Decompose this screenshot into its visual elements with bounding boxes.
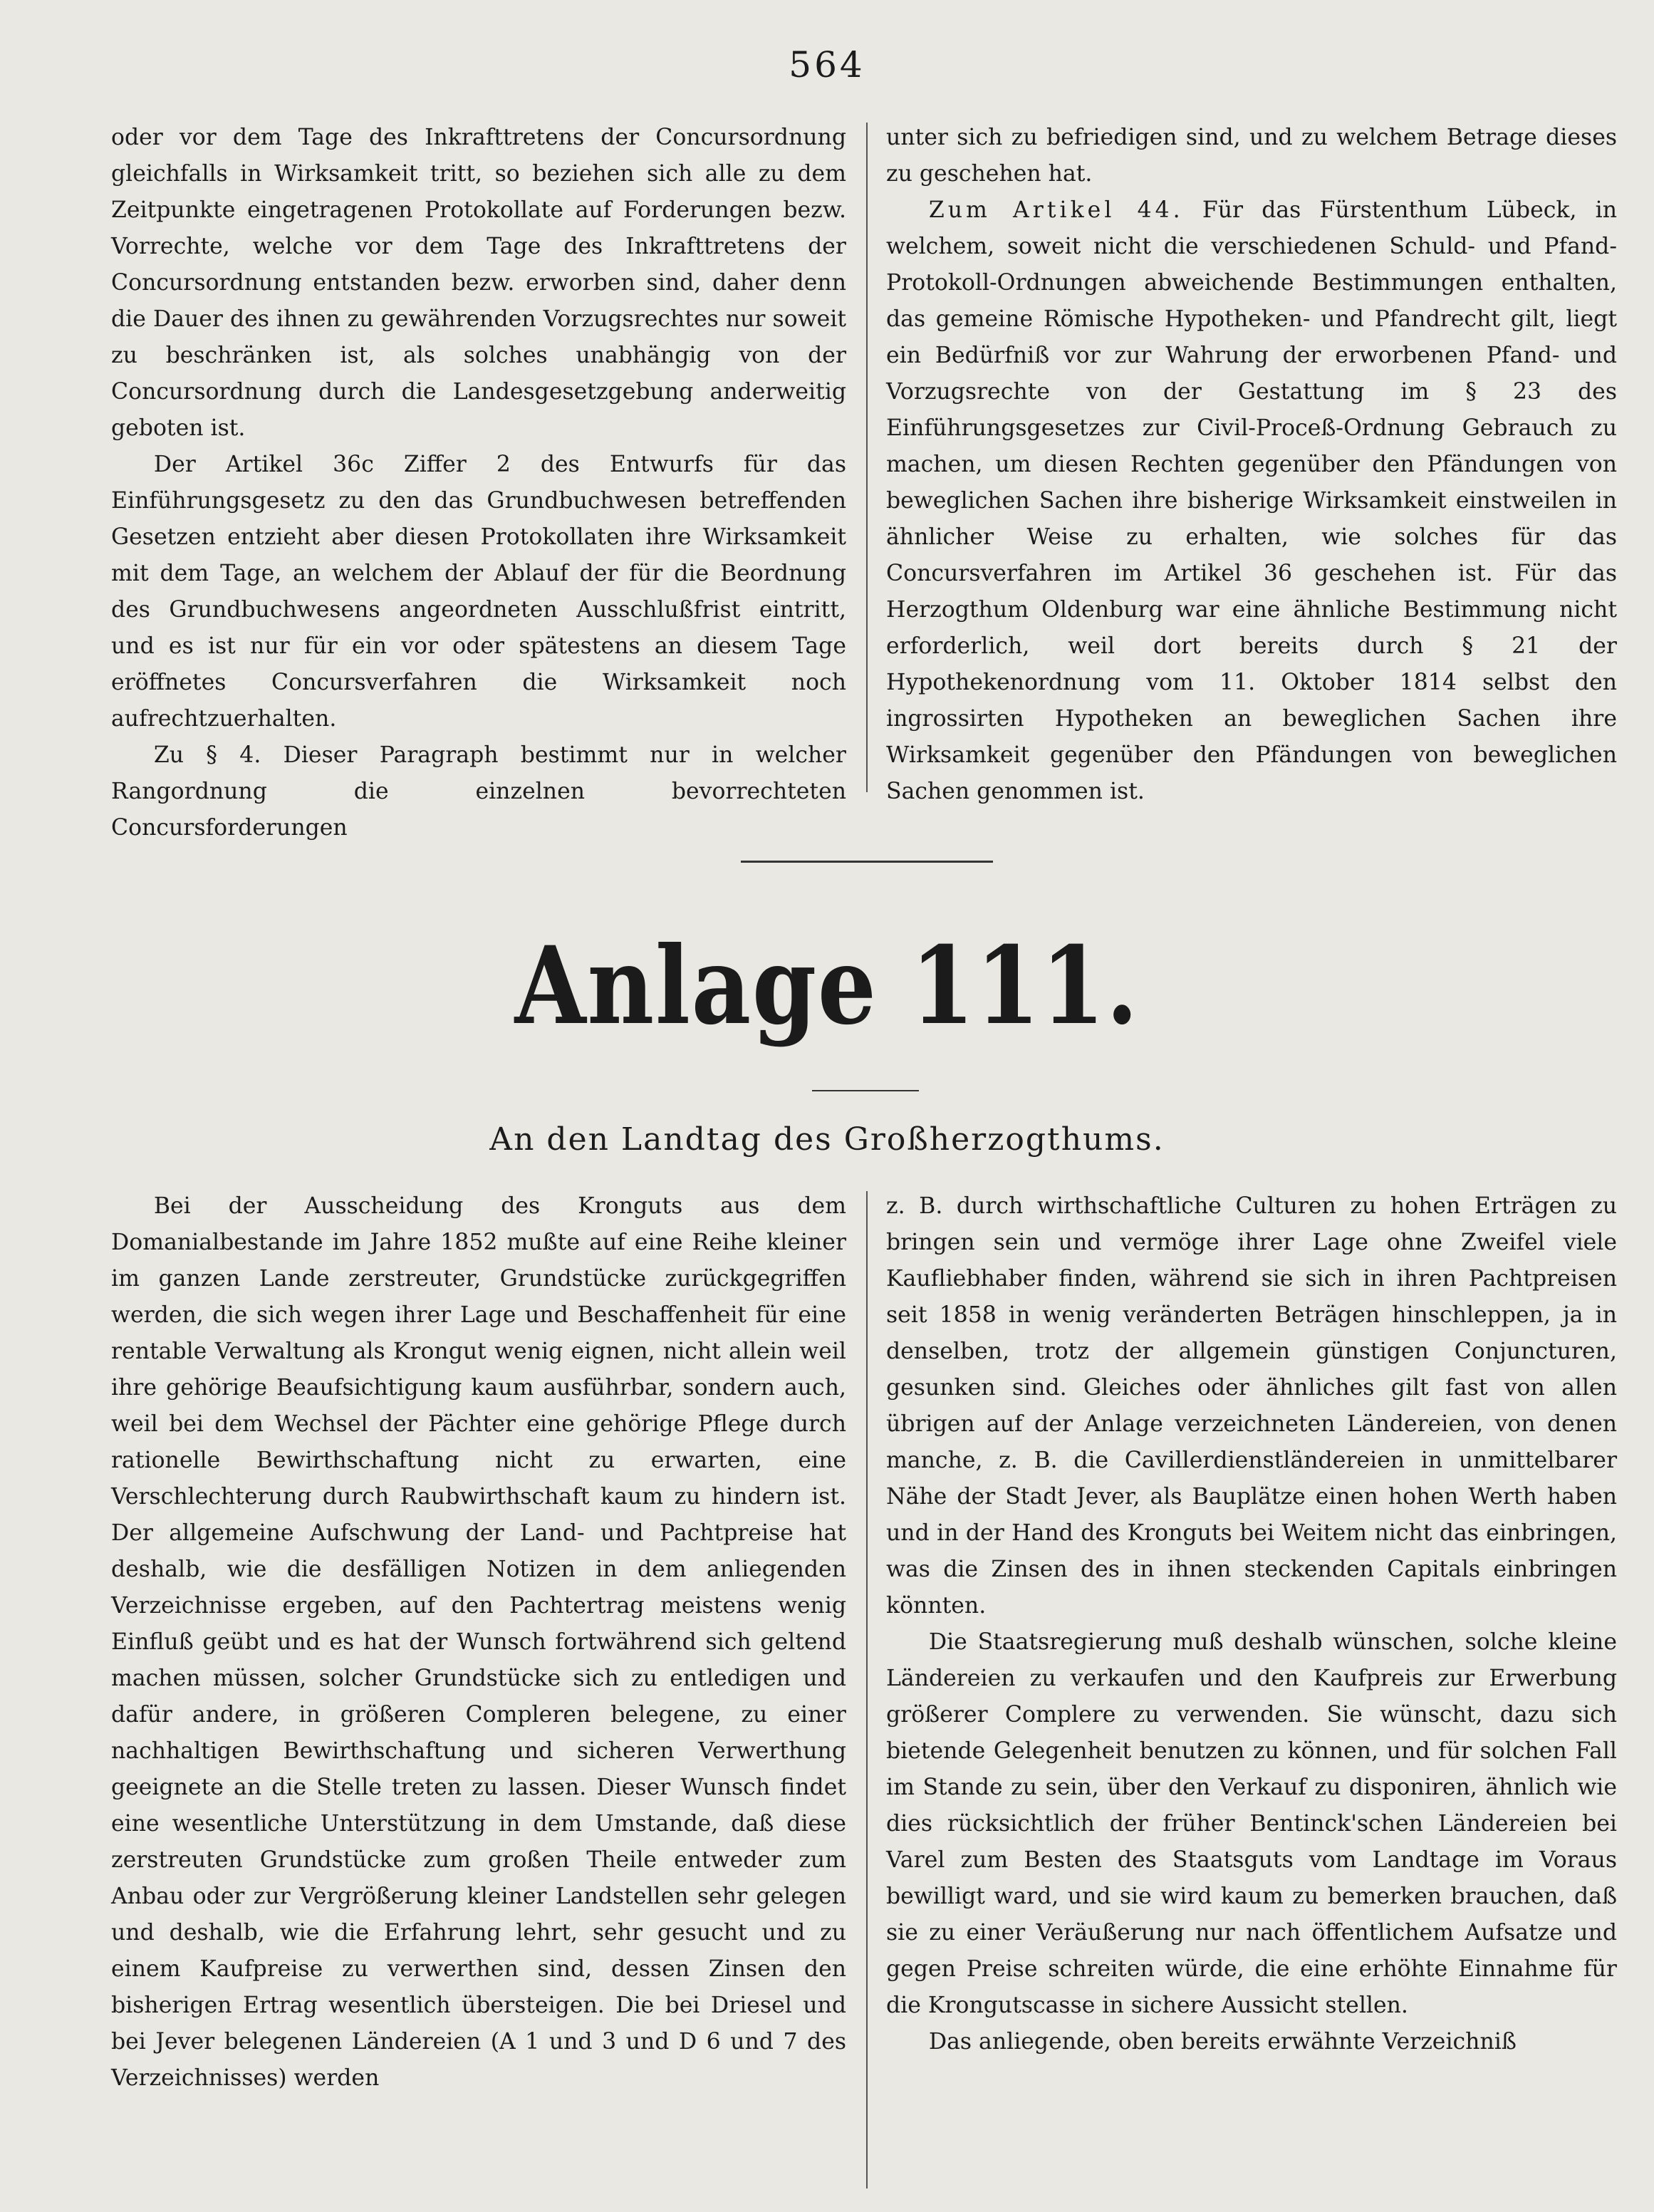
address-heading: An den Landtag des Großherzogthums. <box>489 1121 1165 1158</box>
paragraph: unter sich zu befriedigen sind, und zu welchem Betrage dieses zu geschehen hat. <box>886 125 1617 187</box>
paragraph: Bei der Ausscheidung des Kronguts aus dem Domanialbestande im Jahre 1852 mußte auf eine Reihe kleiner im ganzen Lande zerstreuter, Grundstücke zurückgegriffen werden, die sich wegen ihrer Lage und Beschaffenheit für eine rentable Verwaltung als Krongut wenig eignen, nicht allein weil ihre gehörige Beaufsichtigung kaum ausführbar, sondern auch, weil bei dem Wechsel der Pächter eine gehörige Pflege durch rationelle Bewirthschaftung nicht zu erwarten, eine Verschlechterung durch Raubwirthschaft kaum zu hindern ist. Der allgemeine Aufschwung der Land- und Pachtpreise hat deshalb, wie die desfälligen Notizen in dem anliegenden Verzeichnisse ergeben, auf den Pachtertrag meistens wenig Einfluß geübt und es hat der Wunsch fortwährend sich geltend machen müssen, solcher Grundstücke sich zu entledigen und dafür andere, in größeren Compleren belegene, zu einer nachhaltigen Bewirthschaftung und sicheren Verwerthung geeignete an die Stelle treten zu lassen. Dieser Wunsch findet eine wesentliche Unterstützung in dem Umstande, daß diese zerstreuten Grundstücke zum großen Theile entweder zum Anbau oder zur Vergrößerung kleiner Landstellen sehr gelegen und deshalb, wie die Erfahrung lehrt, sehr gesucht und zu einem Kaufpreise zu verwerthen sind, dessen Zinsen den bisherigen Ertrag wesentlich übersteigen. Die bei Driesel und bei Jever belegenen Ländereien (A 1 und 3 und D 6 und 7 des Verzeichnisses) werden <box>111 1193 846 2091</box>
paragraph: oder vor dem Tage des Inkrafttretens der Concursordnung gleichfalls in Wirksamkeit tritt, so beziehen sich alle zu dem Zeitpunkte eingetragenen Protokollate auf Forderungen bezw. Vorrechte, welche vor dem Tage des Inkrafttretens der Concursordnung entstanden bezw. erworben sind, daher denn die Dauer des ihnen zu gewährenden Vorzugsrechtes nur soweit zu beschränken ist, als solches unabhängig von der Concursordnung durch die Landesgesetzgebung anderweitig geboten ist. <box>111 125 846 441</box>
section-divider-rule <box>741 861 993 863</box>
bottom-left-column <box>111 1188 846 2097</box>
article-heading: Zum Artikel 44. <box>928 197 1184 223</box>
paragraph: Das anliegende, oben bereits erwähnte Verzeichniß <box>928 2029 1517 2055</box>
paragraph: Zu § 4. Dieser Paragraph bestimmt nur in welcher Rangordnung die einzelnen bevorrechteten Concursforderungen <box>111 742 846 841</box>
title-rule <box>812 1090 919 1091</box>
top-left-column <box>111 120 846 846</box>
column-divider <box>866 123 868 792</box>
paragraph: Die Staatsregierung muß deshalb wünschen, solche kleine Ländereien zu verkaufen und den Kaufpreis zur Erwerbung größerer Complere zu verwenden. Sie wünscht, dazu sich bietende Gelegenheit benutzen zu können, und für solchen Fall im Stande zu sein, über den Verkauf zu disponiren, ähnlich wie dies rücksichtlich der früher Bentinck'schen Ländereien bei Varel zum Besten des Staatsguts vom Landtage im Voraus bewilligt ward, und sie wird kaum zu bemerken brauchen, daß sie zu einer Veräußerung nur nach öffentlichem Aufsatze und gegen Preise schreiten würde, die eine erhöhte Einnahme für die Krongutscasse in sichere Aussicht stellen. <box>886 1629 1617 2018</box>
paragraph: Der Artikel 36c Ziffer 2 des Entwurfs für das Einführungsgesetz zu den das Grundbuchwesen betreffenden Gesetzen entzieht aber diesen Protokollaten ihre Wirksamkeit mit dem Tage, an welchem der Ablauf der für die Beordnung des Grundbuchwesens angeordneten Ausschlußfrist eintritt, und es ist nur für ein vor oder spätestens an diesem Tage eröffnetes Concursverfahren die Wirksamkeit noch aufrechtzuerhalten. <box>111 452 846 732</box>
top-right-column <box>886 120 1617 810</box>
article-paragraph <box>886 192 1617 810</box>
article-text: Für das Fürstenthum Lübeck, in welchem, soweit nicht die verschiedenen Schuld- und Pfand-Protokoll-Ordnungen abweichende Bestimmungen enthalten, das gemeine Römische Hypotheken- und Pfandrecht gilt, liegt ein Bedürfniß vor zur Wahrung der erworbenen Pfand- und Vorzugsrechte von der Gestattung im § 23 des Einführungsgesetzes zur Civil-Proceß-Ordnung Gebrauch zu machen, um diesen Rechten gegenüber den Pfändungen von beweglichen Sachen ihre bisherige Wirksamkeit einstweilen in ähnlicher Weise zu erhalten, wie solches für das Concursverfahren im Artikel 36 geschehen ist. Für das Herzogthum Oldenburg war eine ähnliche Bestimmung nicht erforderlich, weil dort bereits durch § 21 der Hypothekenordnung vom 11. Oktober 1814 selbst den ingrossirten Hypotheken an beweglichen Sachen ihre Wirksamkeit gegenüber den Pfändungen von beweglichen Sachen genommen ist. <box>886 197 1617 804</box>
column-divider <box>866 1191 868 2188</box>
bottom-right-column <box>886 1188 1617 2060</box>
page-number: 564 <box>789 44 865 85</box>
paragraph: z. B. durch wirthschaftliche Culturen zu hohen Erträgen zu bringen sein und vermöge ihrer Lage ohne Zweifel viele Kaufliebhaber finden, während sie sich in ihren Pachtpreisen seit 1858 in wenig veränderten Beträgen hinschleppen, ja in denselben, trotz der allgemein günstigen Conjuncturen, gesunken sind. Gleiches oder ähnliches gilt fast von allen übrigen auf der Anlage verzeichneten Ländereien, von denen manche, z. B. die Cavillerdienstländereien in unmittelbarer Nähe der Stadt Jever, als Bauplätze einen hohen Werth haben und in der Hand des Kronguts bei Weitem nicht das einbringen, was die Zinsen des in ihnen steckenden Capitals einbringen könnten. <box>886 1193 1617 1619</box>
annex-title: Anlage 111. <box>514 923 1140 1049</box>
